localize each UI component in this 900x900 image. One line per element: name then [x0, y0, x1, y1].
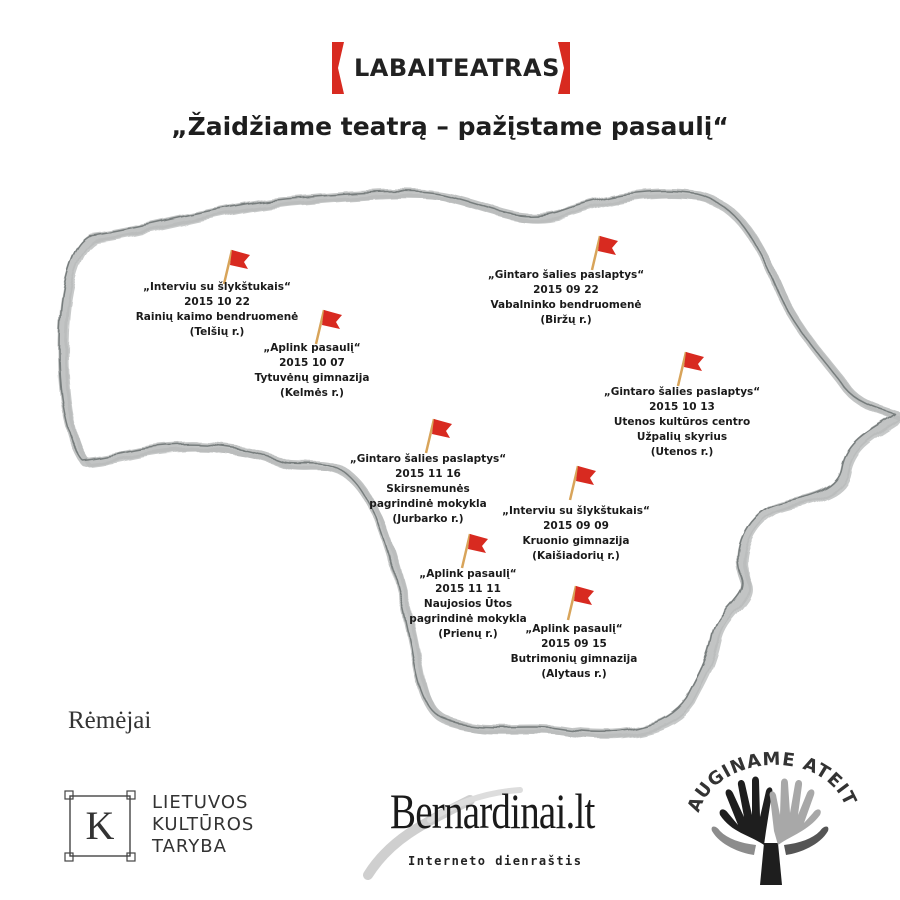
event-district: (Kelmės r.)	[280, 387, 344, 399]
event-place: pagrindinė mokykla	[409, 613, 527, 625]
event-title: „Interviu su šlykštukais“	[143, 281, 291, 293]
event-place: Užpalių skyrius	[636, 431, 728, 443]
event-place: Vabalninko bendruomenė	[490, 299, 642, 311]
event-district: (Jurbarko r.)	[392, 513, 464, 525]
lietuvos-kulturos-taryba-logo	[64, 786, 284, 866]
event-date: 2015 11 16	[395, 468, 461, 480]
event-place: Butrimonių gimnazija	[510, 653, 638, 665]
event-place: Skirsnemunės	[386, 483, 470, 495]
event-label-alytus	[511, 622, 638, 682]
red-flag-pin-icon	[420, 415, 456, 455]
auginame-text: AUGINAME ATEIT	[683, 748, 860, 816]
event-district: (Kaišiadorių r.)	[532, 550, 620, 562]
event-place: pagrindinė mokykla	[369, 498, 487, 510]
ltk-frame-icon	[64, 790, 136, 862]
red-flag-pin-icon	[310, 306, 346, 346]
event-label-utena	[604, 385, 760, 460]
event-title: „Aplink pasaulį“	[263, 342, 361, 354]
event-district: (Utenos r.)	[650, 446, 714, 458]
event-label-telsiai	[136, 280, 299, 340]
event-title: „Interviu su šlykštukais“	[502, 505, 650, 517]
event-title: „Gintaro šalies paslaptys“	[487, 269, 645, 281]
ltk-line: KULTŪROS	[152, 814, 255, 835]
ltk-name	[152, 792, 254, 858]
event-date: 2015 11 11	[435, 583, 501, 595]
red-flag-pin-icon	[586, 232, 622, 272]
event-label-kelme	[255, 341, 370, 401]
event-title: „Aplink pasaulį“	[419, 568, 517, 580]
event-place: Kruonio gimnazija	[522, 535, 630, 547]
ltk-letter: K	[85, 803, 115, 848]
event-label-jurbarkas	[350, 452, 506, 527]
event-district: (Prienų r.)	[438, 628, 498, 640]
event-place: Naujosios Ūtos	[423, 598, 513, 610]
ltk-line: LIETUVOS	[152, 792, 249, 813]
event-district: (Alytaus r.)	[541, 668, 607, 680]
sponsors-heading: Rėmėjai	[68, 707, 152, 734]
event-date: 2015 10 13	[649, 401, 715, 413]
red-flag-pin-icon	[456, 530, 492, 570]
event-title: „Aplink pasaulį“	[525, 623, 623, 635]
event-label-kaisiadorys	[502, 504, 650, 564]
event-district: (Telšių r.)	[189, 326, 245, 338]
event-date: 2015 10 07	[279, 357, 345, 369]
bernardinai-logo	[360, 770, 600, 880]
red-flag-pin-icon	[564, 462, 600, 502]
event-date: 2015 10 22	[184, 296, 250, 308]
event-place: Utenos kultūros centro	[613, 416, 751, 428]
page-title: „Žaidžiame teatrą – pažįstame pasaulį“	[171, 112, 729, 141]
red-flag-pin-icon	[672, 348, 708, 388]
hands-tree-icon	[680, 735, 860, 885]
bernardinai-subtitle: Interneto dienraštis	[408, 854, 583, 868]
red-flag-pin-icon	[562, 582, 598, 622]
event-date: 2015 09 09	[543, 520, 609, 532]
event-place: Rainių kaimo bendruomenė	[135, 311, 299, 323]
event-label-birzai	[488, 268, 644, 328]
event-date: 2015 09 22	[533, 284, 599, 296]
event-date: 2015 09 15	[541, 638, 607, 650]
ltk-line: TARYBA	[152, 836, 227, 857]
event-place: Tytuvėnų gimnazija	[254, 372, 370, 384]
brand-name: LABAITEATRAS	[354, 54, 560, 82]
event-title: „Gintaro šalies paslaptys“	[349, 453, 507, 465]
event-title: „Gintaro šalies paslaptys“	[603, 386, 761, 398]
event-label-prienai	[409, 567, 526, 642]
event-district: (Biržų r.)	[540, 314, 592, 326]
bernardinai-wordmark: Bernardinai.lt	[390, 783, 595, 839]
auginame-ateiti-logo	[680, 735, 860, 885]
